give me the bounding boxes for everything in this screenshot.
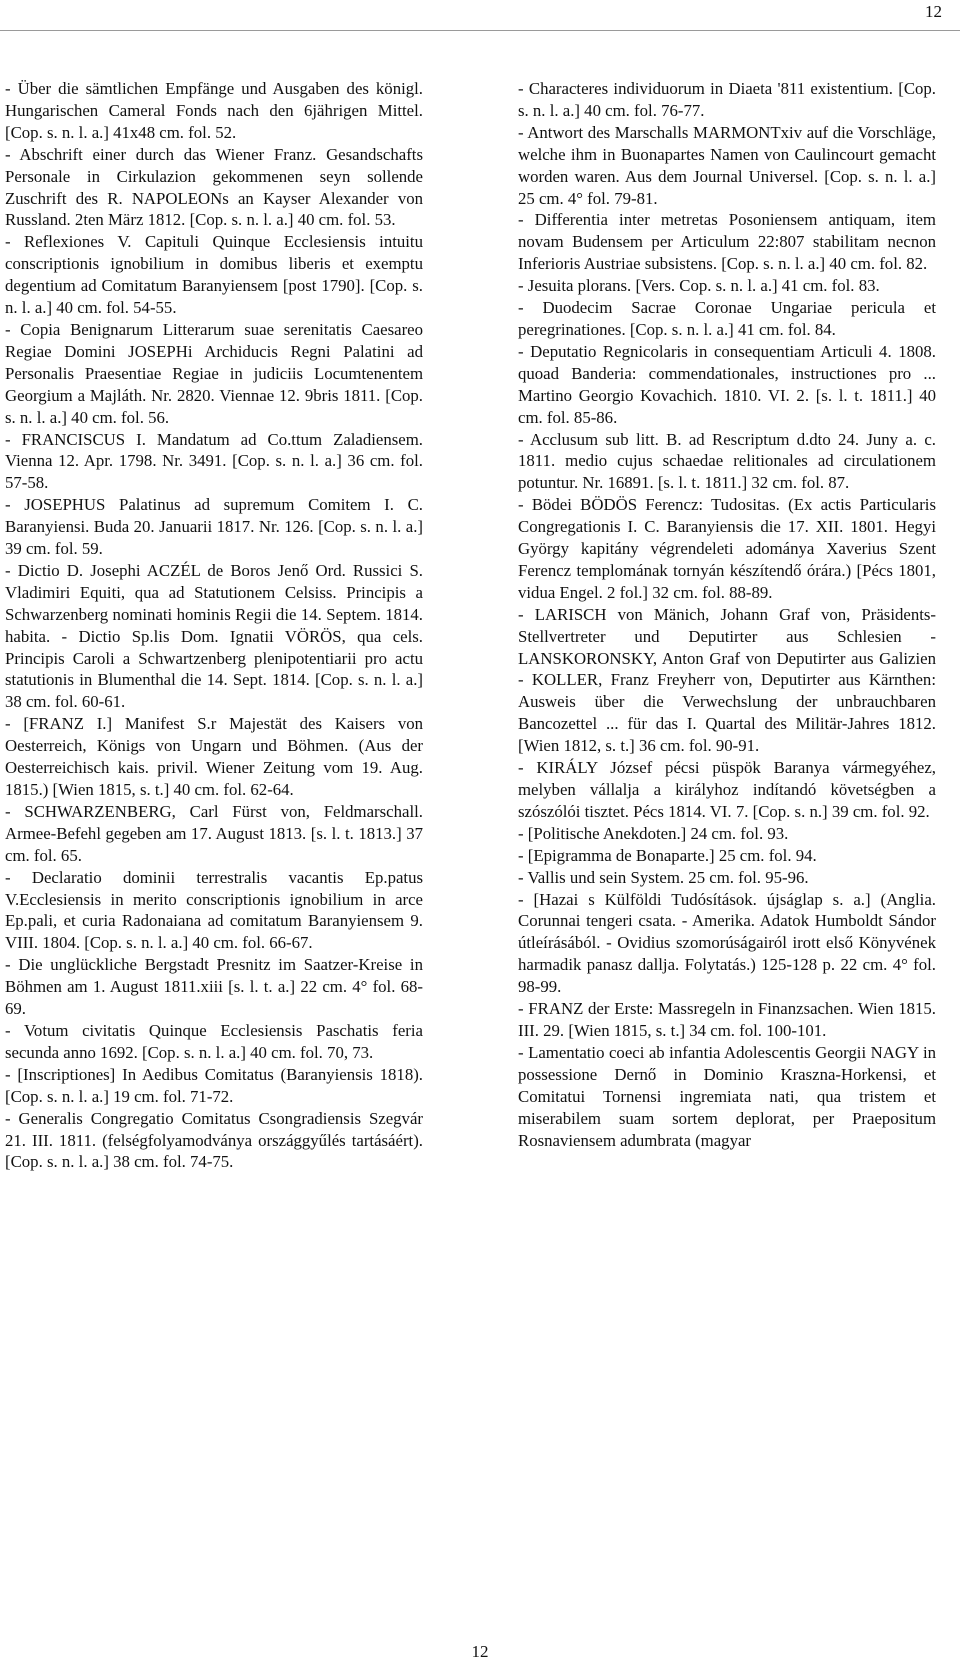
- list-item: - Declaratio dominii terrestralis vacantis Ep.patus V.Ecclesiensis in merito conscriptionis ignobilium in arce Ep.pali, et curia Radonaiana ad comitatum Baranyiensem 9. VIII. 1804. [Cop. s. n. l. a.] 40 cm. fol. 66-67.: [5, 867, 423, 953]
- list-item: - Abschrift einer durch das Wiener Franz. Gesandschafts Personale in Cirkulazion gekommenen seyn sollende Zuschrift des R. NAPOLEONs an Kayser Alexander von Russland. 2ten März 1812. [Cop. s. n. l. a.] 40 cm. fol. 53.: [5, 144, 423, 230]
- header-page-number: 12: [925, 2, 942, 21]
- list-item: - Reflexiones V. Capituli Quinque Ecclesiensis intuitu conscriptionis ignobilium in domibus liberis et exemptu degentium ad Comitatum Baranyiensem [post 1790]. [Cop. s. n. l. a.] 40 cm. fol. 54-55.: [5, 232, 423, 318]
- list-item: - Deputatio Regnicolaris in consequentiam Articuli 4. 1808. quoad Banderia: commendationales, instructiones pro ... Martino Georgio Kovachich. 1810. VI. 2. [s. l. t. 1811.] 40 cm. fol. 85-86.: [518, 341, 936, 427]
- list-item: - Generalis Congregatio Comitatus Csongradiensis Szegvár 21. III. 1811. (felségfolyamodványa országgyűlés tartásáért). [Cop. s. n. l. a.] 38 cm. fol. 74-75.: [5, 1108, 423, 1172]
- list-item: - Characteres individuorum in Diaeta '811 existentium. [Cop. s. n. l. a.] 40 cm. fol. 76-77.: [518, 79, 936, 120]
- list-item: - [Epigramma de Bonaparte.] 25 cm. fol. 94.: [518, 845, 817, 865]
- header-rule: [0, 30, 960, 31]
- list-item: - Copia Benignarum Litterarum suae serenitatis Caesareo Regiae Domini JOSEPHi Archiducis Regni Palatini ad Personalis Praesentiae Regiae in judiciis Locumtenentem Georgium a Majláth. Nr. 2820. Viennae 12. 9bris 1811. [Cop. s. n. l. a.] 40 cm. fol. 56.: [5, 319, 423, 427]
- list-item: - Differentia inter metretas Posoniensem antiquam, item novam Budensem per Articulum 22:807 stabilitam necnon Inferioris Austriae subsistens. [Cop. s. n. l. a.] 40 cm. fol. 82.: [518, 210, 936, 274]
- list-item: - KIRÁLY József pécsi püspök Baranya vármegyéhez, melyben vállalja a királyhoz indítandó követségben a szószólói tisztet. Pécs 1814. VI. 7. [Cop. s. n.] 39 cm. fol. 92.: [518, 758, 936, 821]
- list-item: - Antwort des Marschalls MARMONTxiv auf die Vorschläge, welche ihm in Buonapartes Namen von Caulincourt gemacht worden waren. Aus dem Journal Universel. [Cop. s. n. l. a.] 25 cm. 4° fol. 79-81.: [518, 122, 936, 208]
- list-item: - [Inscriptiones] In Aedibus Comitatus (Baranyiensis 1818). [Cop. s. n. l. a.] 19 cm. fol. 71-72.: [5, 1064, 423, 1106]
- list-item: - LARISCH von Mänich, Johann Graf von, Präsidents-Stellvertreter und Deputirter aus Schlesien - LANSKORONSKY, Anton Graf von Deputirter aus Galizien - KOLLER, Franz Freyherr von, Deputirter aus Kärnthen: Ausweis über die Verwechslung der unbrauchbaren Bancozettel ... für das I. Quartal des Militär-Jahres 1812. [Wien 1812, s. t.] 36 cm. fol. 90-91.: [518, 604, 936, 756]
- list-item: - SCHWARZENBERG, Carl Fürst von, Feldmarschall. Armee-Befehl gegeben am 17. August 1813. [s. l. t. 1813.] 37 cm. fol. 65.: [5, 801, 423, 865]
- list-item: - Bödei BÖDÖS Ferencz: Tudositas. (Ex actis Particularis Congregationis I. C. Baranyiensis die 17. XII. 1801. Hegyi György kapitány végrendeleti adománya Xaverius Szent Ferencz templomának tornyán készítendő órára.) [Pécs 1801, vidua Engel. 2 fol.] 32 cm. fol. 88-89.: [518, 495, 936, 602]
- list-item: - Über die sämtlichen Empfänge und Ausgaben des königl. Hungarischen Cameral Fonds nach den 6jährigen Mittel. [Cop. s. n. l. a.] 41x48 cm. fol. 52.: [5, 79, 423, 142]
- list-item: - [Politische Anekdoten.] 24 cm. fol. 93.: [518, 823, 789, 843]
- right-column: [518, 78, 936, 1151]
- list-item: - Vallis und sein System. 25 cm. fol. 95-96.: [518, 867, 809, 887]
- list-item: - Lamentatio coeci ab infantia Adolescentis Georgii NAGY in possessione Dernő in Dominio Kraszna-Horkensi, et Comitatui Tornensi ingremiata nati, qua tristem et miserabilem suam sortem deplorat, per Praepositum Rosnaviensem adumbrata (magyar: [518, 1042, 936, 1150]
- list-item: - [Hazai s Külföldi Tudósítások. újságlap s. a.] (Anglia. Corunnai tengeri csata. - Amerika. Adatok Humboldt Sándor útleírásából. - Ovidius szomorúságairól irott első Könyvének harmadik panasz dallja. Folytatás.) 125-128 p. 22 cm. 4° fol. 98-99.: [518, 889, 936, 997]
- left-column: [5, 78, 423, 1173]
- list-item: - FRANZ der Erste: Massregeln in Finanzsachen. Wien 1815. III. 29. [Wien 1815, s. t.] 34 cm. fol. 100-101.: [518, 999, 936, 1040]
- list-item: - [FRANZ I.] Manifest S.r Majestät des Kaisers von Oesterreich, Königs von Ungarn und Böhmen. (Aus der Oesterreichisch kais. privil. Wiener Zeitung vom 19. Aug. 1815.) [Wien 1815, s. t.] 40 cm. fol. 62-64.: [5, 714, 423, 799]
- list-item: - Duodecim Sacrae Coronae Ungariae pericula et peregrinationes. [Cop. s. n. l. a.] 41 cm. fol. 84.: [518, 298, 936, 339]
- list-item: - JOSEPHUS Palatinus ad supremum Comitem I. C. Baranyiensi. Buda 20. Januarii 1817. Nr. 126. [Cop. s. n. l. a.] 39 cm. fol. 59.: [5, 495, 423, 559]
- list-item: - Die unglückliche Bergstadt Presnitz im Saatzer-Kreise in Böhmen am 1. August 1811.xiii [s. l. t. a.] 22 cm. 4° fol. 68-69.: [5, 955, 423, 1019]
- list-item: - Dictio D. Josephi ACZÉL de Boros Jenő Ord. Russici S. Vladimiri Equiti, qua ad Statutionem Celsiss. Principis a Schwarzenberg nominati hominis Regii die 14. Septem. 1814. habita. - Dictio Sp.lis Dom. Ignatii VÖRÖS, qua cels. Principis Caroli a Schwartzenberg plenipotentiarii pro actu statutionis in Blumenthal die 14. Sept. 1814. [Cop. s. n. l. a.] 38 cm. fol. 60-61.: [5, 560, 423, 712]
- list-item: - FRANCISCUS I. Mandatum ad Co.ttum Zaladiensem. Vienna 12. Apr. 1798. Nr. 3491. [Cop. s. n. l. a.] 36 cm. fol. 57-58.: [5, 429, 423, 493]
- list-item: - Votum civitatis Quinque Ecclesiensis Paschatis feria secunda anno 1692. [Cop. s. n. l. a.] 40 cm. fol. 70, 73.: [5, 1020, 423, 1062]
- list-item: - Acclusum sub litt. B. ad Rescriptum d.dto 24. Juny a. c. 1811. medio cujus schaedae relitionales ad circulationem potuntur. Nr. 16891. [s. l. t. 1811.] 32 cm. fol. 87.: [518, 429, 936, 493]
- list-item: - Jesuita plorans. [Vers. Cop. s. n. l. a.] 41 cm. fol. 83.: [518, 276, 880, 296]
- footer-page-number: 12: [471, 1642, 489, 1661]
